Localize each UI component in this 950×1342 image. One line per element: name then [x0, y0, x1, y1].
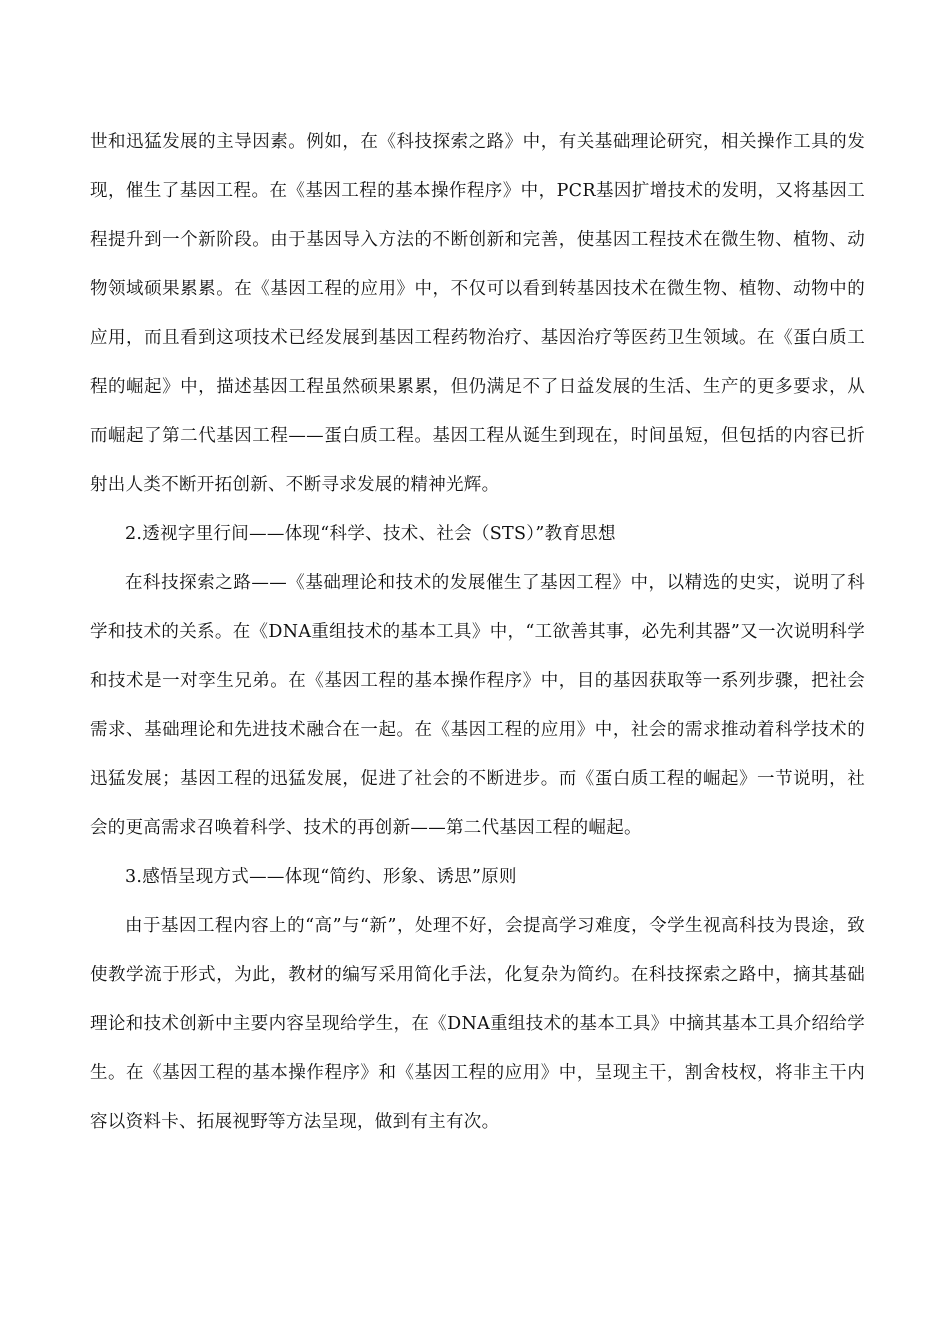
body-paragraph-simplified-presentation: 由于基因工程内容上的“高”与“新”，处理不好，会提高学习难度，令学生视高科技为畏途，致使教学流于形式，为此，教材的编写采用简化手法，化复杂为简约。在科技探索之路中，摘其基础理论和技术创新中主要内容呈现给学生，在《DNA重组技术的基本工具》中摘其基本工具介绍给学生。在《基因工程的基本操作程序》和《基因工程的应用》中，呈现主干，割舍枝杈，将非主干内容以资料卡、拓展视野等方法呈现，做到有主有次。 [90, 916, 865, 1132]
section-heading-sts: 2.透视字里行间——体现“科学、技术、社会（STS）”教育思想 [125, 524, 616, 544]
body-paragraph-science-technology-society: 在科技探索之路——《基础理论和技术的发展催生了基因工程》中，以精选的史实，说明了科学和技术的关系。在《DNA重组技术的基本工具》中，“工欲善其事，必先利其器”又一次说明科学和技术是一对孪生兄弟。在《基因工程的基本操作程序》中，目的基因获取等一系列步骤，把社会需求、基础理论和先进技术融合在一起。在《基因工程的应用》中，社会的需求推动着科学技术的迅猛发展；基因工程的迅猛发展，促进了社会的不断进步。而《蛋白质工程的崛起》一节说明，社会的更高需求召唤着科学、技术的再创新——第二代基因工程的崛起。 [90, 573, 865, 838]
body-paragraph-genetic-engineering-history: 世和迅猛发展的主导因素。例如，在《科技探索之路》中，有关基础理论研究，相关操作工具的发现，催生了基因工程。在《基因工程的基本操作程序》中，PCR基因扩增技术的发明，又将基因工程提升到一个新阶段。由于基因导入方法的不断创新和完善，使基因工程技术在微生物、植物、动物领域硕果累累。在《基因工程的应用》中，不仅可以看到转基因技术在微生物、植物、动物中的应用，而且看到这项技术已经发展到基因工程药物治疗、基因治疗等医药卫生领域。在《蛋白质工程的崛起》中，描述基因工程虽然硕果累累，但仍满足不了日益发展的生活、生产的更多要求，从而崛起了第二代基因工程——蛋白质工程。基因工程从诞生到现在，时间虽短，但包括的内容已折射出人类不断开拓创新、不断寻求发展的精神光辉。 [90, 132, 865, 495]
section-heading-presentation: 3.感悟呈现方式——体现“简约、形象、诱思”原则 [125, 867, 517, 887]
document-page [90, 118, 865, 1147]
